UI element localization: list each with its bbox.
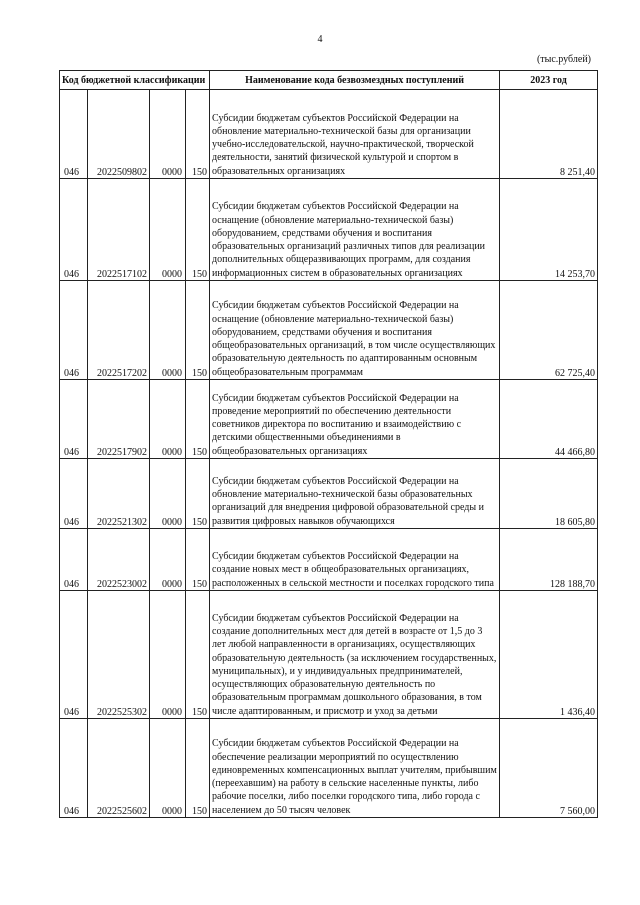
subtype-code: 0000	[150, 719, 186, 818]
income-code: 2022523002	[88, 529, 150, 591]
income-code: 2022517202	[88, 281, 150, 380]
amount: 14 253,70	[500, 179, 598, 281]
header-name: Наименование кода безвозмездных поступлений	[210, 71, 500, 90]
econ-code: 150	[186, 459, 210, 529]
subtype-code: 0000	[150, 591, 186, 719]
income-name: Субсидии бюджетам субъектов Российской Федерации на создание дополнительных мест для детей в возрасте от 1,5 до 3 лет любой направленности в организациях, осуществляющих образовательную деятельность (за исключением государственных, муниципальных), и у индивидуальных предпринимателей, осуществляющих образовательную деятельность по образовательным программам дошкольного образования, в том числе адаптированным, и присмотр и уход за детьми	[210, 591, 500, 719]
income-code: 2022517102	[88, 179, 150, 281]
table-header-row	[60, 71, 598, 90]
subtype-code: 0000	[150, 179, 186, 281]
amount: 44 466,80	[500, 380, 598, 459]
amount: 1 436,40	[500, 591, 598, 719]
table-row	[60, 380, 598, 459]
econ-code: 150	[186, 380, 210, 459]
econ-code: 150	[186, 591, 210, 719]
table-row	[60, 529, 598, 591]
table-row	[60, 281, 598, 380]
subtype-code: 0000	[150, 529, 186, 591]
income-code: 2022509802	[88, 90, 150, 179]
income-name: Субсидии бюджетам субъектов Российской Федерации на оснащение (обновление материально-технической базы) оборудованием, средствами обучения и воспитания образовательных организаций различных типов для реализации дополнительных общеразвивающих программ, для создания информационных систем в образовательных организациях	[210, 179, 500, 281]
admin-code: 046	[60, 179, 88, 281]
income-name: Субсидии бюджетам субъектов Российской Федерации на обновление материально-технической базы для организации учебно-исследовательской, научно-практической, творческой деятельности, занятий физической культурой и спортом в образовательных организациях	[210, 90, 500, 179]
econ-code: 150	[186, 529, 210, 591]
admin-code: 046	[60, 90, 88, 179]
table-row	[60, 719, 598, 818]
page-number: 4	[317, 34, 323, 45]
admin-code: 046	[60, 380, 88, 459]
income-name: Субсидии бюджетам субъектов Российской Федерации на обеспечение реализации мероприятий по осуществлению единовременных компенсационных выплат учителям, прибывшим (переехавшим) на работу в сельские населенные пункты, либо рабочие поселки, либо поселки городского типа, либо города с населением до 50 тысяч человек	[210, 719, 500, 818]
income-code: 2022521302	[88, 459, 150, 529]
subtype-code: 0000	[150, 459, 186, 529]
econ-code: 150	[186, 90, 210, 179]
header-code: Код бюджетной классификации	[60, 71, 210, 90]
income-name: Субсидии бюджетам субъектов Российской Федерации на создание новых мест в общеобразовательных организациях, расположенных в сельской местности и поселках городского типа	[210, 529, 500, 591]
table-row	[60, 459, 598, 529]
admin-code: 046	[60, 459, 88, 529]
units-label: (тыс.рублей)	[536, 54, 591, 65]
table-row	[60, 591, 598, 719]
income-code: 2022525302	[88, 591, 150, 719]
amount: 7 560,00	[500, 719, 598, 818]
income-name: Субсидии бюджетам субъектов Российской Федерации на проведение мероприятий по обеспечению деятельности советников директора по воспитанию и взаимодействию с детскими общественными объединениями в общеобразовательных организациях	[210, 380, 500, 459]
amount: 62 725,40	[500, 281, 598, 380]
admin-code: 046	[60, 591, 88, 719]
amount: 128 188,70	[500, 529, 598, 591]
admin-code: 046	[60, 719, 88, 818]
amount: 8 251,40	[500, 90, 598, 179]
subtype-code: 0000	[150, 281, 186, 380]
econ-code: 150	[186, 719, 210, 818]
econ-code: 150	[186, 281, 210, 380]
income-code: 2022517902	[88, 380, 150, 459]
econ-code: 150	[186, 179, 210, 281]
admin-code: 046	[60, 529, 88, 591]
amount: 18 605,80	[500, 459, 598, 529]
income-name: Субсидии бюджетам субъектов Российской Федерации на обновление материально-технической базы образовательных организаций для внедрения цифровой образовательной среды и развития цифровых навыков обучающихся	[210, 459, 500, 529]
table-row	[60, 90, 598, 179]
header-year: 2023 год	[500, 71, 598, 90]
income-name: Субсидии бюджетам субъектов Российской Федерации на оснащение (обновление материально-технической базы) оборудованием, средствами обучения и воспитания общеобразовательных организаций, в том числе осуществляющих образовательную деятельность по адаптированным основным общеобразовательным программам	[210, 281, 500, 380]
subtype-code: 0000	[150, 380, 186, 459]
table-row	[60, 179, 598, 281]
income-code: 2022525602	[88, 719, 150, 818]
subtype-code: 0000	[150, 90, 186, 179]
admin-code: 046	[60, 281, 88, 380]
budget-table	[59, 70, 598, 818]
